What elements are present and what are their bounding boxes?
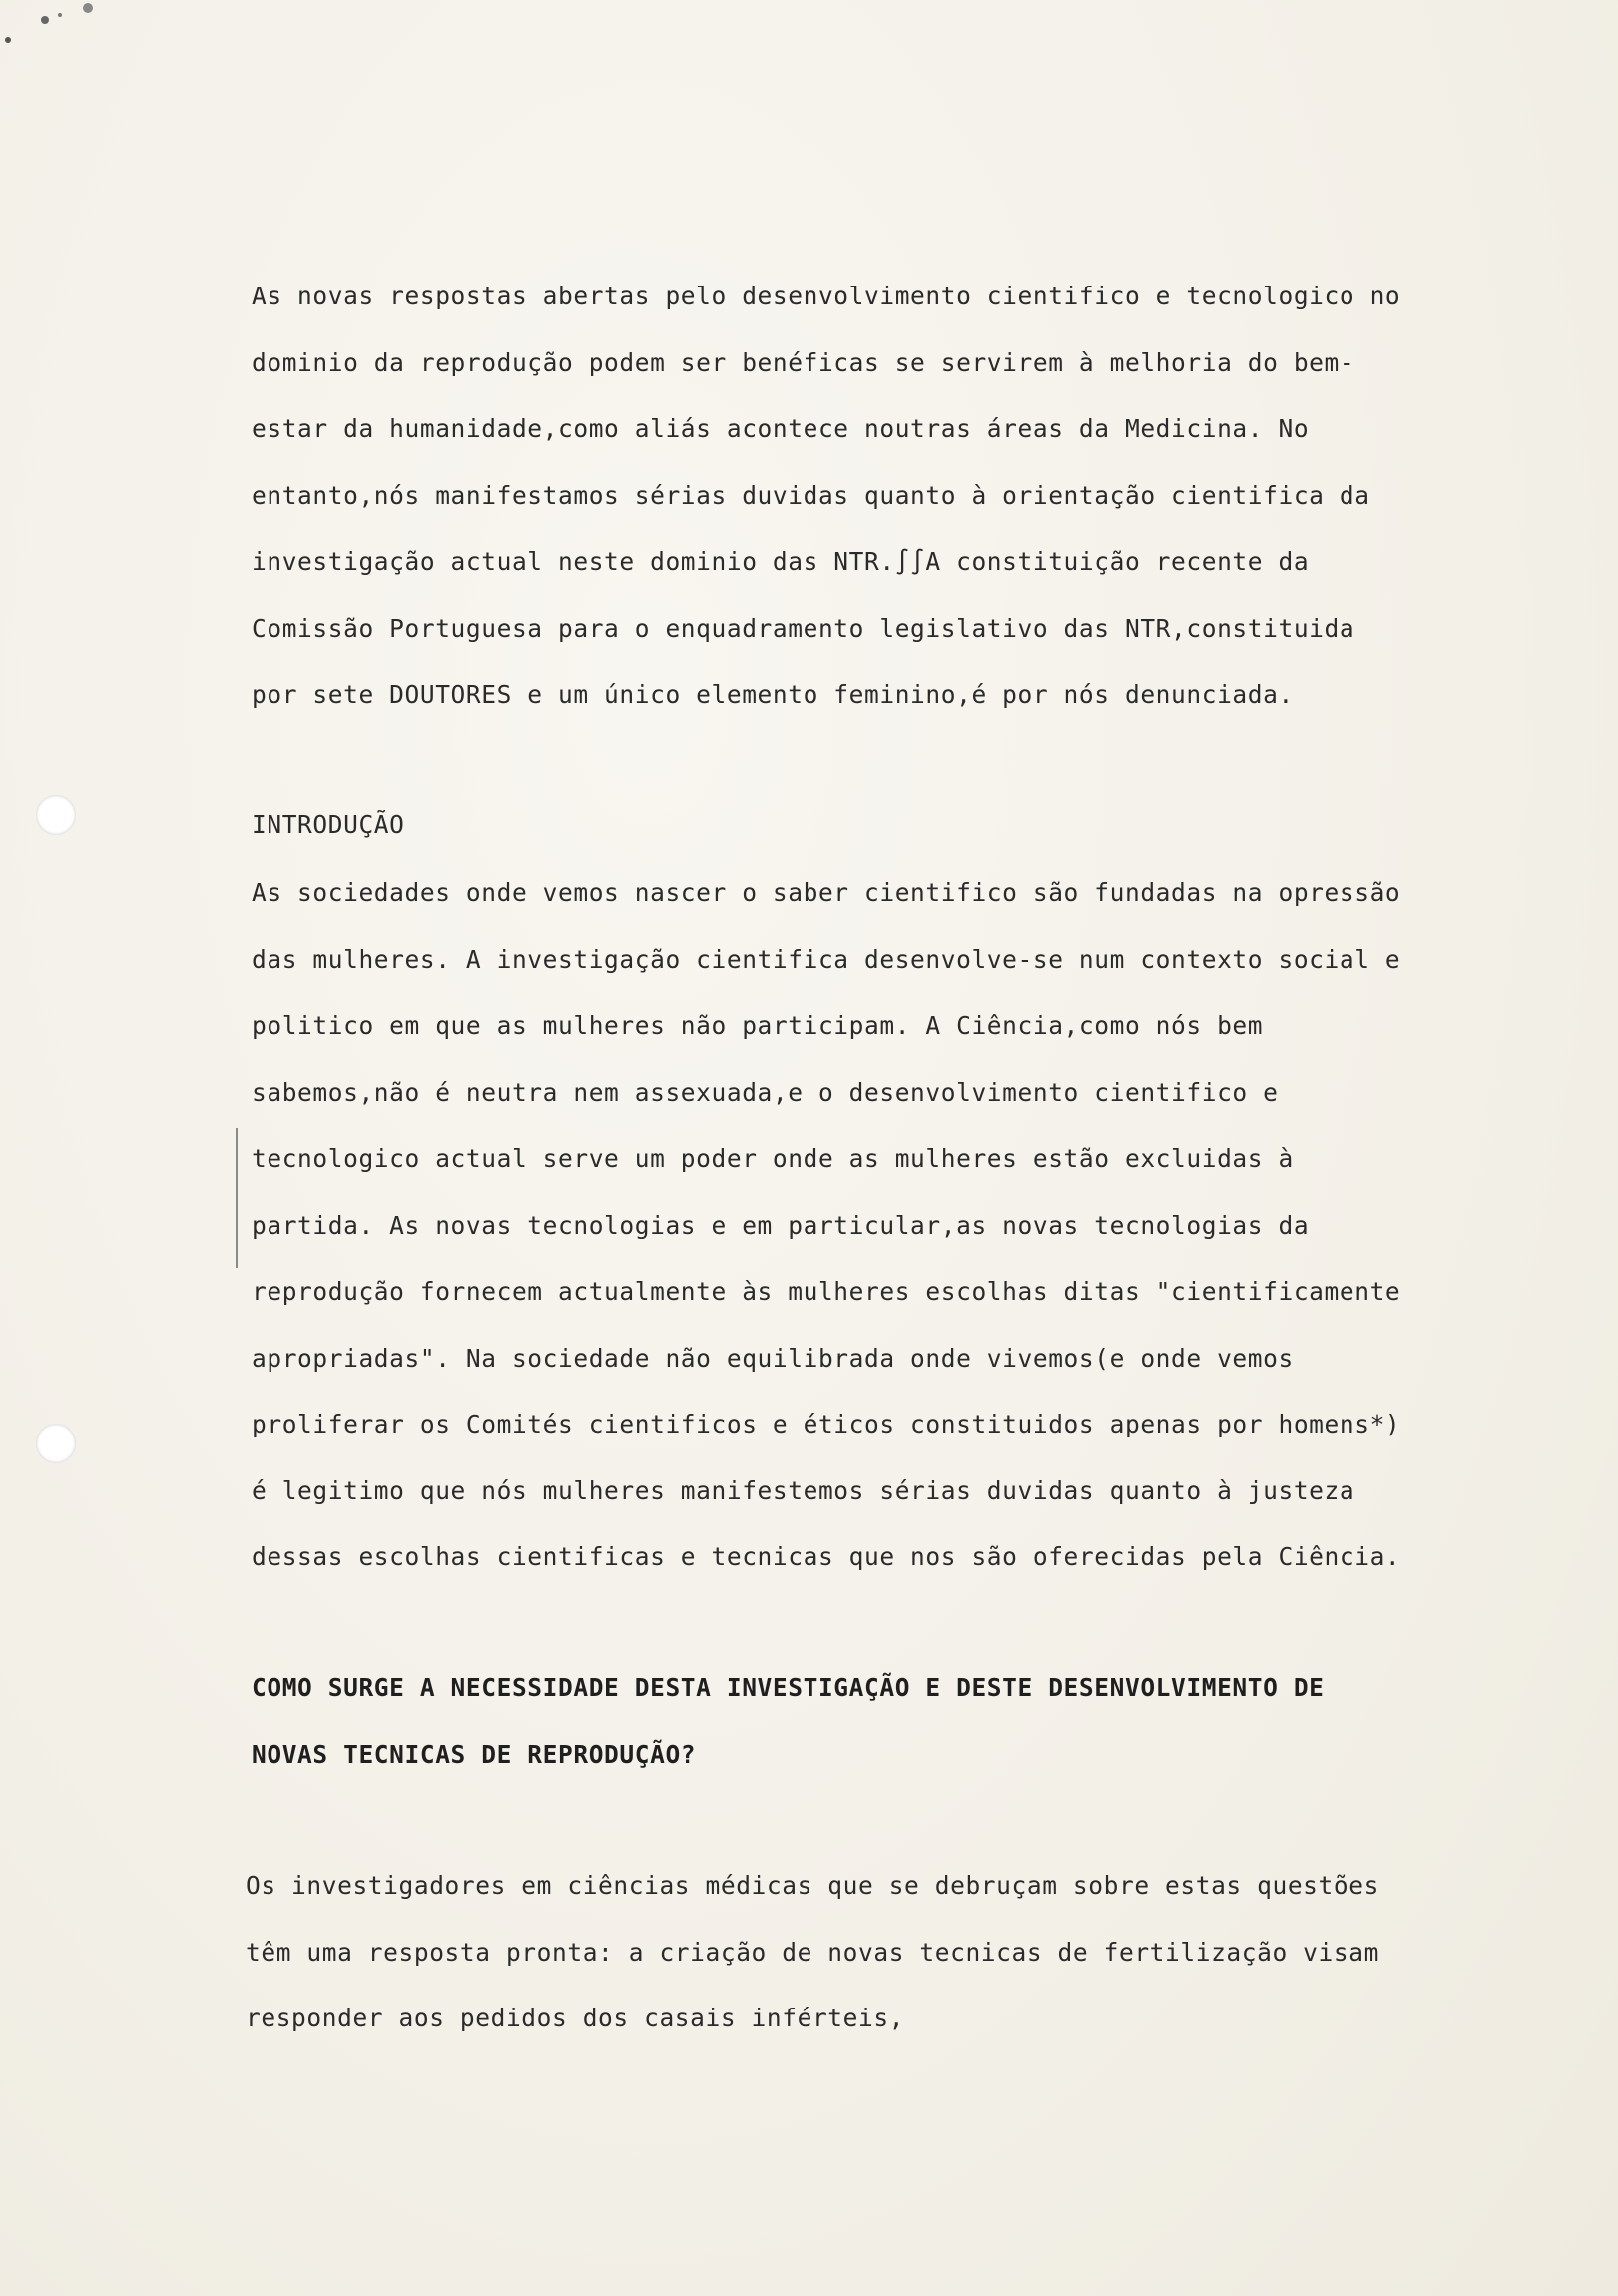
text-line: é legitimo que nós mulheres manifestemos sérias duvidas quanto à justeza (252, 1475, 1355, 1505)
text-line: têm uma resposta pronta: a criação de novas tecnicas de fertilização visam (246, 1937, 1379, 1967)
text-line: Comissão Portuguesa para o enquadramento legislativo das NTR,constituida (252, 613, 1355, 643)
text-line: proliferar os Comités cientificos e éticos constituidos apenas por homens*) (252, 1410, 1401, 1438)
text-line: das mulheres. A investigação cientifica desenvolve-se num contexto social e (252, 944, 1401, 974)
text-line: investigação actual neste dominio das NTR.∫∫A constituição recente da (252, 547, 1310, 576)
paragraph-investigadores (246, 1853, 1513, 2052)
punch-hole-bottom (36, 1424, 76, 1463)
text-line: responder aos pedidos dos casais inférteis, (246, 2004, 905, 2032)
text-line: estar da humanidade,como aliás acontece noutras áreas da Medicina. No (252, 414, 1310, 443)
section-title-introducao: INTRODUÇÃO (252, 810, 405, 839)
text-line: entanto,nós manifestamos sérias duvidas quanto à orientação cientifica da (252, 480, 1370, 510)
text-line: dominio da reprodução podem ser benéficas se servirem à melhoria do bem- (252, 347, 1355, 377)
section-title-question (252, 1655, 1519, 1788)
text-line: As novas respostas abertas pelo desenvolvimento cientifico e tecnologico no (252, 282, 1401, 310)
text-line: dessas escolhas cientificas e tecnicas que nos são oferecidas pela Ciência. (252, 1542, 1401, 1571)
text-line: apropriadas". Na sociedade não equilibrada onde vivemos(e onde vemos (252, 1343, 1294, 1373)
paragraph-introducao-body (252, 861, 1519, 1591)
ink-smudge (0, 0, 100, 50)
paragraph-intro-text (252, 264, 1519, 729)
margin-line (236, 1128, 238, 1268)
punch-hole-top (36, 795, 76, 835)
text-line: As sociedades onde vemos nascer o saber cientifico são fundadas na opressão (252, 878, 1401, 907)
text-line: Os investigadores em ciências médicas que se debruçam sobre estas questões (246, 1871, 1379, 1900)
heading-line: NOVAS TECNICAS DE REPRODUÇÃO? (252, 1739, 697, 1769)
text-line: tecnologico actual serve um poder onde as mulheres estão excluidas à (252, 1144, 1294, 1173)
heading-line: COMO SURGE A NECESSIDADE DESTA INVESTIGAÇÃO E DESTE DESENVOLVIMENTO DE (252, 1673, 1325, 1702)
text-line: sabemos,não é neutra nem assexuada,e o desenvolvimento cientifico e (252, 1077, 1279, 1107)
text-line: reprodução fornecem actualmente às mulheres escolhas ditas "cientificamente (252, 1277, 1401, 1306)
text-line: politico em que as mulheres não participam. A Ciência,como nós bem (252, 1011, 1264, 1040)
text-line: por sete DOUTORES e um único elemento feminino,é por nós denunciada. (252, 680, 1294, 709)
text-line: partida. As novas tecnologias e em particular,as novas tecnologias da (252, 1210, 1310, 1240)
